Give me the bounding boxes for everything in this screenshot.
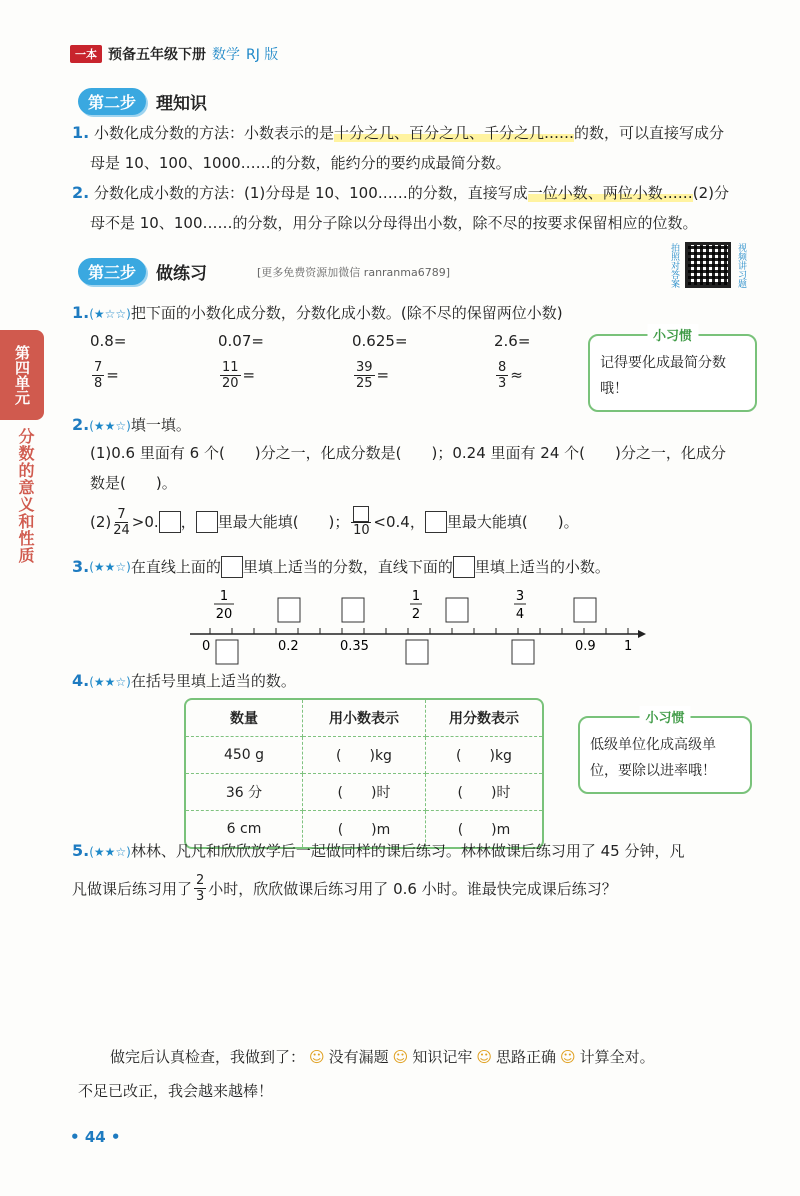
unit-title: 分数的意义和性质 [16, 428, 35, 564]
tick-label: 0 [202, 639, 211, 654]
q1-item: $\frac{7}{8}$ = [94, 360, 119, 391]
qr-block[interactable]: 拍照对答案 视频讲习题 [669, 242, 746, 288]
table-row: 36 分 ( )时 ( )时 [186, 774, 542, 811]
knowledge-point-1: 1. 小数化成分数的方法：小数表示的是十分之几、百分之几、千分之几……的数，可以直接写成分 母是 10、100、1000……的分数，能约分的要约成最简分数。 [72, 123, 725, 172]
answer-box [406, 640, 428, 664]
answer-box [512, 640, 534, 664]
step2-badge: 第二步 [78, 88, 146, 115]
edition: RJ 版 [246, 47, 279, 63]
frac-num: 3 [515, 589, 525, 604]
step3-title: 做练习 [156, 264, 208, 284]
answer-cell[interactable]: ( )kg [303, 737, 426, 774]
q1-item: $\frac{11}{20}$ = [222, 360, 256, 391]
tick-label: 0.35 [340, 639, 369, 654]
answer-box [216, 640, 238, 664]
frac-num: 1 [411, 589, 421, 604]
self-check-line2: 不足已改正，我会越来越棒！ [78, 1082, 274, 1100]
q1-decimals [90, 330, 570, 352]
table-header: 用小数表示 [303, 700, 426, 737]
check-icon: ☺ [476, 1047, 492, 1066]
q1-fractions [90, 360, 570, 391]
axis-arrow [638, 630, 646, 638]
answer-box [278, 598, 300, 622]
page-number: • 44 • [70, 1128, 121, 1146]
self-check: 做完后认真检查，我做到了： ☺ 没有漏题 ☺ 知识记牢 ☺ 思路正确 ☺ 计算全对。 [110, 1047, 655, 1066]
answer-box [574, 598, 596, 622]
table-row: 450 g ( )kg ( )kg [186, 737, 542, 774]
answer-cell[interactable]: ( )kg [426, 737, 543, 774]
tip-label: 小习惯 [647, 324, 698, 350]
answer-box [342, 598, 364, 622]
unit-tab: 第四单元 [0, 330, 44, 420]
table-header: 用分数表示 [426, 700, 543, 737]
tip-box-2: 小习惯 低级单位化成高级单位，要除以进率哦！ [578, 716, 752, 794]
book-title: 预备五年级下册 [108, 47, 206, 63]
answer-cell[interactable]: ( )m [303, 811, 426, 848]
qr-code-icon[interactable] [685, 242, 731, 288]
subject: 数学 [212, 47, 240, 63]
top-fractions [214, 589, 526, 622]
difficulty-stars: (★☆☆) [89, 307, 131, 321]
box-symbol [453, 556, 475, 578]
q2-part2: (2) $\frac{7}{24}$ >0. ， 里最大能填( )； 10 <0.4， 里最大能填( )。 [90, 506, 579, 538]
q1-item: $\frac{39}{25}$ = [356, 360, 390, 391]
q1-prompt: 1.(★☆☆)把下面的小数化成分数，分数化成小数。(除不尽的保留两位小数) [72, 303, 563, 322]
answer-cell[interactable]: ( )m [426, 811, 543, 848]
tick-marks [210, 628, 628, 634]
tip-box-1: 小习惯 记得要化成最简分数哦！ [588, 334, 757, 412]
box-symbol [221, 556, 243, 578]
knowledge-point-2: 2. 分数化成小数的方法：(1)分母是 10、100……的分数，直接写成一位小数、两位小数……(2)分 母不是 10、100……的分数，用分子除以分母得出小数，除不尽的按要求保留相应的位数。 [72, 183, 730, 232]
answer-box[interactable] [196, 511, 218, 533]
q1-item: 0.8= [90, 332, 127, 350]
q4-prompt: 4.(★★☆)在括号里填上适当的数。 [72, 671, 296, 690]
q1-item: $\frac{8}{3}$ ≈ [498, 360, 523, 391]
difficulty-stars: (★★☆) [89, 845, 131, 859]
check-icon: ☺ [309, 1047, 325, 1066]
page-header [70, 44, 278, 64]
tick-label: 0.2 [278, 639, 299, 654]
table-header: 数量 [186, 700, 303, 737]
frac-den: 20 [215, 607, 233, 622]
check-icon: ☺ [392, 1047, 409, 1066]
answer-cell[interactable]: ( )时 [303, 774, 426, 811]
frac-num: 1 [219, 589, 229, 604]
frac-den: 2 [411, 607, 421, 622]
q5-prompt: 5.(★★☆)林林、凡凡和欣欣放学后一起做同样的课后练习。林林做课后练习用了 45 分钟，凡 凡做课后练习用了 $\frac{2}{3}$ 小时，欣欣做课后练习用了 0.6 小时。谁最快完成课后练习？ [72, 841, 685, 904]
number-line [180, 588, 650, 668]
q2-prompt: 2.(★★☆)填一填。 [72, 415, 191, 434]
tick-label: 0.9 [575, 639, 596, 654]
tip-label: 小习惯 [639, 706, 690, 732]
answer-box[interactable] [353, 506, 369, 522]
check-icon: ☺ [559, 1047, 576, 1066]
frac-den: 4 [515, 607, 525, 622]
q1-item: 0.07= [218, 332, 264, 350]
answer-box[interactable] [159, 511, 181, 533]
watermark: [更多免费资源加微信 ranranma6789] [257, 265, 451, 279]
answer-box[interactable] [425, 511, 447, 533]
q1-item: 2.6= [494, 332, 531, 350]
step3-badge: 第三步 [78, 258, 146, 285]
difficulty-stars: (★★☆) [89, 419, 131, 433]
tick-label: 1 [624, 639, 633, 654]
unit-table [184, 698, 544, 849]
step3-heading [78, 258, 450, 285]
step2-heading [78, 88, 207, 115]
q2-part1: (1)0.6 里面有 6 个( )分之一，化成分数是( )；0.24 里面有 24 个( )分之一，化成分 数是( )。 [90, 444, 726, 492]
answer-cell[interactable]: ( )时 [426, 774, 543, 811]
difficulty-stars: (★★☆) [89, 675, 131, 689]
q1-item: 0.625= [352, 332, 408, 350]
brand-logo: 一本 [70, 45, 102, 63]
difficulty-stars: (★★☆) [89, 560, 131, 574]
step2-title: 理知识 [156, 94, 208, 114]
answer-box [446, 598, 468, 622]
table-row: 6 cm ( )m ( )m [186, 811, 542, 848]
q3-prompt: 3. (★★☆) 在直线上面的 里填上适当的分数，直线下面的 里填上适当的小数。 [72, 557, 610, 576]
